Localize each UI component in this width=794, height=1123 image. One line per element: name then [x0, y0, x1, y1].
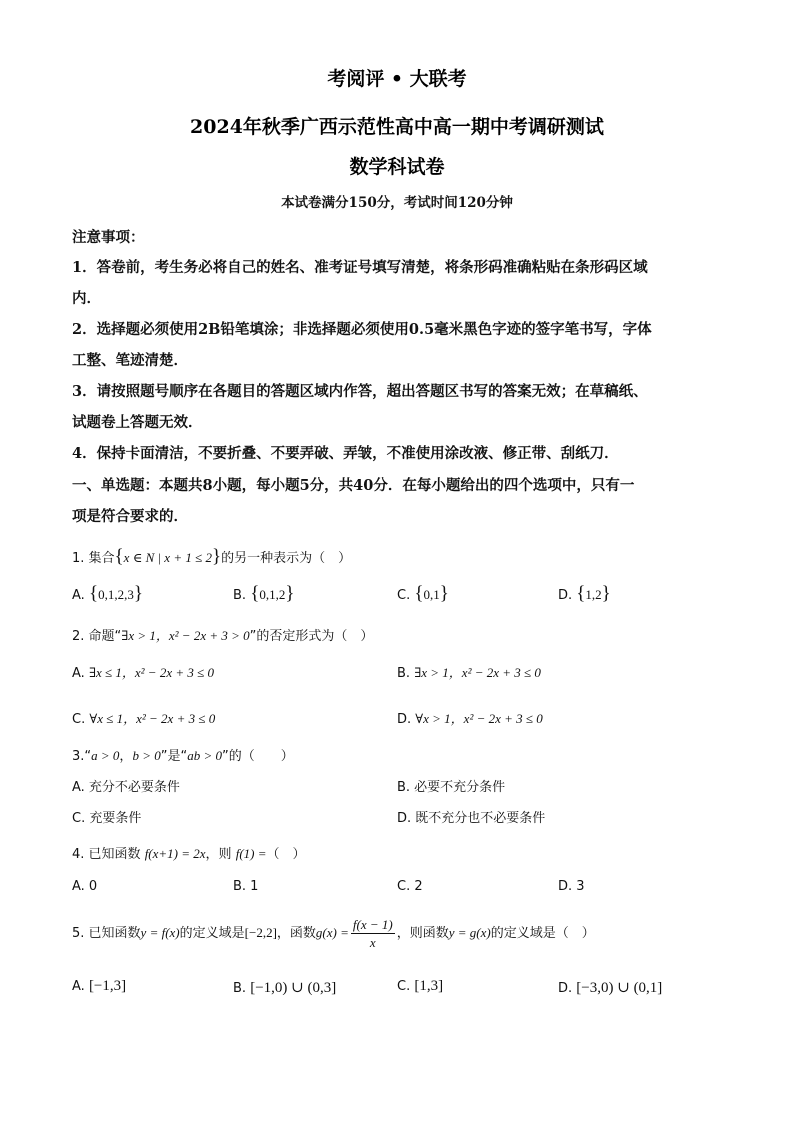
question-2-stem: 2. 命题“∃x > 1，x² − 2x + 3 > 0”的否定形式为（ ） [72, 628, 374, 644]
instruction-line: 2．选择题必须使用2B铅笔填涂；非选择题必须使用0.5毫米黑色字迹的签字笔书写，字体 [72, 321, 652, 338]
option-a[interactable]: A. [−1,3] [72, 978, 127, 994]
option-d[interactable]: D. [−3,0) ∪ (0,1] [558, 980, 663, 996]
option-b[interactable]: B. {0,1,2} [233, 583, 295, 604]
option-b[interactable]: B. ∃x > 1，x² − 2x + 3 ≤ 0 [397, 665, 541, 681]
option-b[interactable]: B. 必要不充分条件 [397, 780, 506, 795]
option-b[interactable]: B. [−1,0) ∪ (0,3] [233, 980, 337, 996]
question-3-stem: 3.“a > 0，b > 0”是“ab > 0”的（ ） [72, 748, 294, 764]
subject-title: 数学科试卷 [349, 156, 445, 178]
option-a[interactable]: A. {0,1,2,3} [72, 583, 143, 604]
option-a[interactable]: A. 充分不必要条件 [72, 780, 180, 795]
instructions-heading: 注意事项： [72, 229, 145, 246]
instruction-line: 4．保持卡面清洁，不要折叠、不要弄破、弄皱，不准使用涂改液、修正带、刮纸刀． [72, 445, 619, 462]
instruction-line: 内． [72, 290, 101, 307]
section-heading: 一、单选题：本题共8小题，每小题5分，共40分．在每小题给出的四个选项中，只有一 [72, 477, 635, 494]
instruction-line: 3．请按照题号顺序在各题目的答题区域内作答，超出答题区书写的答案无效；在草稿纸、 [72, 383, 648, 400]
option-a[interactable]: A. 0 [72, 879, 98, 894]
option-b[interactable]: B. 1 [233, 879, 259, 894]
exam-score-time-note: 本试卷满分150分，考试时间120分钟 [281, 195, 513, 211]
option-d[interactable]: D. 3 [558, 879, 585, 894]
option-d[interactable]: D. ∀x > 1，x² − 2x + 3 ≤ 0 [397, 711, 543, 727]
option-c[interactable]: C. [1,3] [397, 978, 444, 994]
option-c[interactable]: C. ∀x ≤ 1，x² − 2x + 3 ≤ 0 [72, 711, 216, 727]
option-a[interactable]: A. ∃x ≤ 1，x² − 2x + 3 ≤ 0 [72, 665, 215, 681]
question-1-stem: 1. 集合{x ∈ N | x + 1 ≤ 2}的另一种表示为（ ） [72, 546, 352, 567]
question-4-stem: 4. 已知函数 f(x+1) = 2x，则 f(1) =（ ） [72, 846, 306, 862]
exam-brand-title: 考阅评 • 大联考 [327, 68, 467, 90]
option-d[interactable]: D. 既不充分也不必要条件 [397, 811, 546, 826]
instruction-line: 试题卷上答题无效． [72, 414, 203, 431]
option-c[interactable]: C. 充要条件 [72, 811, 142, 826]
instruction-line: 1．答卷前，考生务必将自己的姓名、准考证号填写清楚，将条形码准确粘贴在条形码区域 [72, 259, 648, 276]
instruction-line: 工整、笔迹清楚． [72, 352, 188, 369]
option-d[interactable]: D. {1,2} [558, 583, 611, 604]
exam-name-title: 2024年秋季广西示范性高中高一期中考调研测试 [190, 116, 604, 138]
option-c[interactable]: C. {0,1} [397, 583, 449, 604]
section-heading-cont: 项是符合要求的． [72, 508, 188, 525]
option-c[interactable]: C. 2 [397, 879, 423, 894]
question-5-stem: 5. 已知函数y = f(x)的定义域是[−2,2]，函数g(x) = $\frac{f(x - 1)}{x}$ ，则函数y = g(x)的定义域是（ ） [72, 917, 595, 950]
